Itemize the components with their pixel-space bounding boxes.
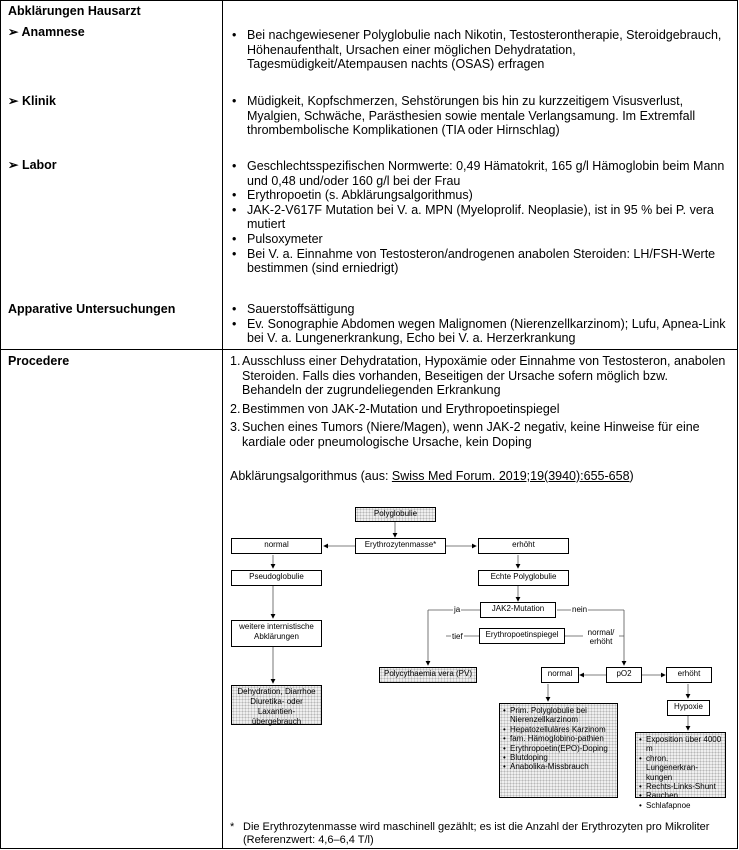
- list-item: • Blutdoping: [503, 753, 614, 762]
- list-item: • Exposition über 4000 m: [639, 735, 722, 754]
- node-normal: normal: [231, 538, 322, 554]
- node-erythrozytenmasse: Erythrozytenmasse*: [355, 538, 446, 554]
- column-divider: [222, 0, 223, 849]
- list-item: • Rechts-Links-Shunt: [639, 782, 722, 791]
- node-erythropoetinspiegel: Erythropoetinspiegel: [479, 628, 565, 644]
- node-weitere-abklaerungen: weitere internistische Abklärungen: [231, 620, 322, 647]
- list-item: • Hepatozelluläres Karzinom: [503, 725, 614, 734]
- node-jak2-mutation: JAK2-Mutation: [480, 602, 556, 618]
- label-ja: ja: [454, 605, 461, 614]
- list-item: • Erythropoetin (s. Abklärungsalgorithmus): [230, 188, 730, 203]
- labor-list: [230, 159, 730, 276]
- causes-right-list: [635, 732, 726, 810]
- flowchart: [228, 500, 728, 810]
- footnote-marker: *: [230, 821, 235, 833]
- list-item: • fam. Hämoglobino-pathien: [503, 734, 614, 743]
- list-item: • Geschlechtsspezifischen Normwerte: 0,49 Hämatokrit, 165 g/l Hämoglobin beim Mann und 0,48 und/oder 160 g/l bei der Frau: [230, 159, 730, 188]
- section-label-anamnese: ➢ Anamnese: [8, 25, 85, 39]
- label-tief: tief: [452, 632, 463, 641]
- page-title: Abklärungen Hausarzt: [8, 4, 141, 18]
- list-item: • Bei V. a. Einnahme von Testosteron/androgenen anabolen Steroiden: LH/FSH-Werte bestimmen (sind erniedrigt): [230, 247, 730, 276]
- list-item: • JAK-2-V617F Mutation bei V. a. MPN (Myeloprolif. Neoplasie), ist in 95 % bei P. vera mutiert: [230, 203, 730, 232]
- node-dehydration: Dehydration, Diarrhoe Diuretika- oder Laxantien-übergebrauch: [231, 685, 322, 725]
- list-item: 2. Bestimmen von JAK-2-Mutation und Erythropoetinspiegel: [230, 401, 560, 416]
- node-pseudoglobulie: Pseudoglobulie: [231, 570, 322, 586]
- list-item: • Pulsoxymeter: [230, 232, 730, 247]
- node-normal-po2: normal: [541, 667, 579, 683]
- section-label-labor: ➢ Labor: [8, 158, 57, 172]
- label-nein: nein: [572, 605, 588, 614]
- causes-left-list: [499, 703, 618, 798]
- apparative-list: [230, 302, 730, 346]
- node-echte-polyglobulie: Echte Polyglobulie: [478, 570, 569, 586]
- row-divider: [0, 349, 738, 350]
- anamnese-list: [230, 28, 730, 72]
- node-erhoeht: erhöht: [478, 538, 569, 554]
- list-item: • Bei nachgewiesener Polyglobulie nach Nikotin, Testosterontherapie, Steroidgebrauch, Höhenaufenthalt, Ursachen einer möglichen Dehydratation, Tagesmüdigkeit/Atempausen nachts (OSAS) erfragen: [230, 28, 730, 72]
- list-item: • Prim. Polyglobulie bei Nierenzellkarzinom: [503, 706, 614, 725]
- source-link[interactable]: Swiss Med Forum. 2019;19(3940):655-658: [391, 469, 630, 483]
- section-label-procedere: Procedere: [8, 354, 70, 368]
- list-item: • Ev. Sonographie Abdomen wegen Malignomen (Nierenzellkarzinom); Lufu, Apnea-Link bei V. a. Lungenerkrankung, Echo bei V. a. Herzerkrankung: [230, 317, 730, 346]
- list-item: 3. Suchen eines Tumors (Niere/Magen), wenn JAK-2 negativ, keine Hinweise für eine kardiale oder pneumologische Ursache, kein Doping: [230, 420, 700, 449]
- node-polycythaemia-vera: Polycythaemia vera (PV): [379, 667, 477, 683]
- node-polyglobulie: Polyglobulie: [355, 507, 436, 522]
- list-item: 1. Ausschluss einer Dehydratation, Hypoxämie oder Einnahme von Testosteron, anabolen Steroiden. Falls dies vorhanden, Beseitigen der Ursache sofern möglich bzw. Behandeln der zugrundeliegenden Erkrankung: [230, 354, 726, 398]
- list-item: • Anabolika-Missbrauch: [503, 762, 614, 771]
- footnote-text: Die Erythrozytenmasse wird maschinell gezählt; es ist die Anzahl der Erythrozyten pro Mikroliter (Referenzwert: 4,6–6,4 T/l): [243, 821, 710, 846]
- list-item: • Erythropoetin(EPO)-Doping: [503, 744, 614, 753]
- list-item: • Schlafapnoe: [639, 801, 722, 810]
- list-item: • Müdigkeit, Kopfschmerzen, Sehstörungen bis hin zu kurzzeitigem Visusverlust, Myalgien, Schwäche, Parästhesien sowie mentale Verlangsamung. Im Extremfall thrombembolische Komplikationen (TIA oder Hirnschlag): [230, 94, 730, 138]
- section-label-apparative: Apparative Untersuchungen: [8, 302, 176, 316]
- node-erhoeht-po2: erhöht: [666, 667, 712, 683]
- section-label-klinik: ➢ Klinik: [8, 94, 56, 108]
- list-item: • Rauchen: [639, 791, 722, 800]
- algorithm-source-line: Abklärungsalgorithmus (aus: Swiss Med Forum. 2019;19(3940):655-658): [230, 469, 634, 483]
- node-po2: pO2: [606, 667, 642, 683]
- list-item: • chron. Lungenerkran-kungen: [639, 754, 722, 782]
- list-item: • Sauerstoffsättigung: [230, 302, 730, 317]
- node-hypoxie: Hypoxie: [667, 700, 710, 716]
- procedere-steps: [230, 354, 730, 454]
- label-normal-erhoeht: normal/ erhöht: [583, 628, 619, 646]
- footnote: [230, 821, 730, 847]
- klinik-list: [230, 94, 730, 138]
